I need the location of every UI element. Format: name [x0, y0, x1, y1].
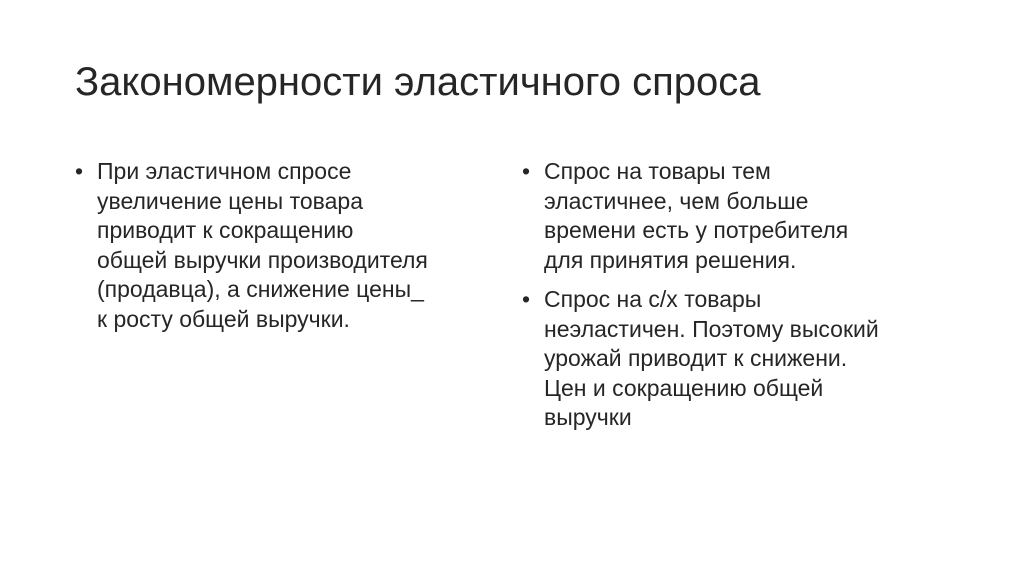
bullet-text-line: выручки [544, 404, 632, 430]
slide-title: Закономерности эластичного спроса [75, 60, 761, 104]
bullet-text-line: к росту общей выручки. [97, 305, 350, 332]
bullet-item [522, 285, 962, 433]
bullet-text-line: Спрос на с/х товары [544, 286, 762, 312]
bullet-text-line: (продавца), а снижение цены_ [97, 276, 424, 302]
bullet-item [522, 157, 962, 275]
bullet-dot-icon: • [522, 158, 531, 184]
bullet-item [75, 157, 515, 334]
bullet-text-line: Цен и сокращению общей [544, 374, 824, 401]
bullet-text-line: неэластичен. Поэтому высокий [544, 315, 879, 342]
bullet-text-line: общей выручки производителя [97, 246, 428, 273]
bullet-dot-icon: • [522, 286, 531, 312]
right-column [522, 157, 962, 443]
bullet-text-line: приводит к сокращению [97, 217, 354, 243]
left-column [75, 157, 515, 344]
bullet-text-line: для принятия решения. [544, 246, 797, 273]
bullet-dot-icon: • [75, 158, 84, 184]
bullet-text-line: Спрос на товары тем [544, 158, 771, 184]
bullet-text-line: увеличение цены товара [97, 187, 363, 214]
bullet-text-line: эластичнее, чем больше [544, 187, 809, 214]
bullet-text-line: урожай приводит к снижени. [544, 345, 848, 371]
bullet-text-line: При эластичном спросе [97, 158, 352, 184]
bullet-text-line: времени есть у потребителя [544, 217, 849, 243]
